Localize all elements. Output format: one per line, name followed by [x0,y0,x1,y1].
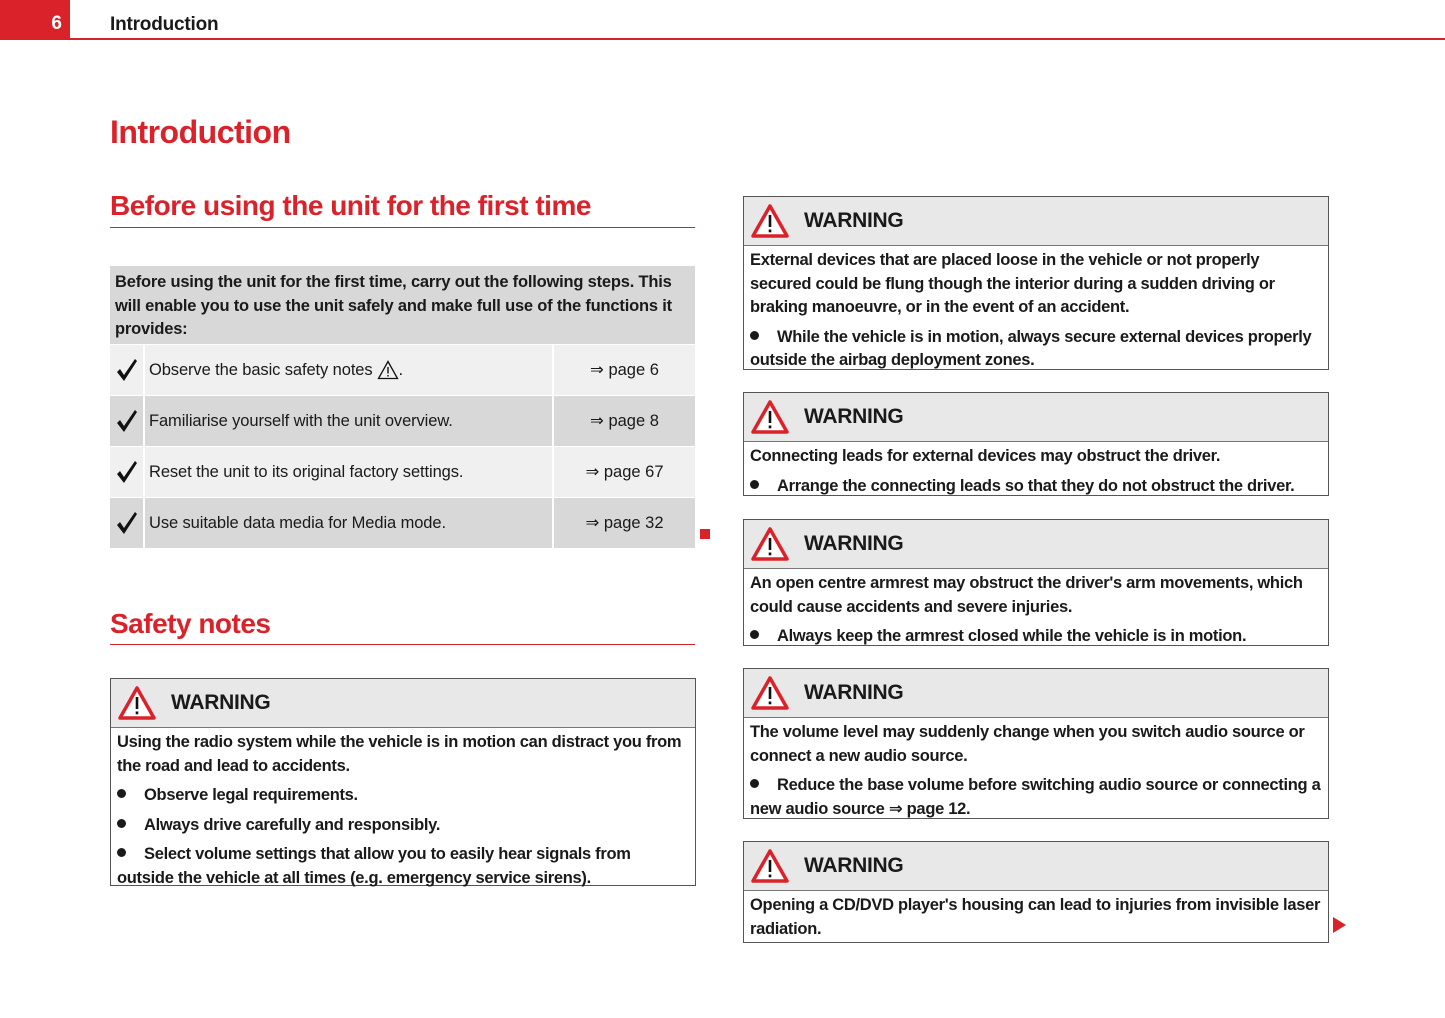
first-time-checklist [110,266,695,548]
warning-title: WARNING [804,532,904,555]
warning-body [111,728,695,894]
warning-header [744,197,1328,246]
warning-triangle-icon [750,399,790,435]
section-heading-first-time: Before using the unit for the first time [110,190,591,221]
checklist-text: Familiarise yourself with the unit overview. [145,396,554,446]
warning-header [744,520,1328,569]
warning-header [744,393,1328,442]
end-of-section-marker [700,529,710,539]
page-reference-link[interactable]: ⇒ page 32 [585,514,664,532]
checklist-intro: Before using the unit for the first time, carry out the following steps. This will enable you to use the unit safely and make full use of the functions it provides: [110,266,695,344]
section-rule [110,227,695,228]
checklist-row [110,446,695,497]
bullet-icon [750,625,777,649]
bullet-icon [117,814,144,838]
checklist-row [110,395,695,446]
page-reference-link[interactable]: ⇒ page 67 [585,463,664,481]
warning-title: WARNING [171,691,271,714]
bullet-icon [117,843,144,867]
warning-triangle-icon [377,360,399,380]
warning-body [744,569,1328,653]
warning-bullet: Observe legal requirements. [117,784,689,808]
warning-body [744,718,1328,825]
warning-box [110,678,696,886]
page-title: Introduction [110,114,291,150]
warning-box [743,668,1329,819]
warning-title: WARNING [804,209,904,232]
header-rule [70,38,1445,40]
page-reference-link[interactable]: ⇒ page 6 [590,361,659,379]
warning-box [743,519,1329,646]
warning-box [743,841,1329,943]
warning-text: Using the radio system while the vehicle is in motion can distract you from the road and lead to accidents. [117,733,682,775]
warning-bullet: Always drive carefully and responsibly. [117,814,689,838]
warning-bullet: While the vehicle is in motion, always secure external devices properly outside the airbag deployment zones. [750,327,1312,369]
warning-text: The volume level may suddenly change when you switch audio source or connect a new audio source. [750,723,1305,765]
section-heading-safety: Safety notes [110,608,271,639]
checkmark-icon [110,396,145,446]
page-number-tab [0,0,70,40]
warning-body [744,442,1328,502]
warning-header [111,679,695,728]
warning-title: WARNING [804,854,904,877]
checklist-text: Reset the unit to its original factory settings. [145,447,554,497]
bullet-icon [117,784,144,808]
warning-text: An open centre armrest may obstruct the driver's arm movements, which could cause accidents and severe injuries. [750,574,1303,616]
page-number: 6 [51,13,62,34]
warning-title: WARNING [804,681,904,704]
checklist-text: Observe the basic safety notes [149,360,373,379]
warning-text: External devices that are placed loose in the vehicle or not properly secured could be flung though the interior during a sudden driving or braking manoeuvre, or in the event of an accident. [750,251,1275,316]
checkmark-icon [110,498,145,548]
warning-title: WARNING [804,405,904,428]
running-header: Introduction [110,14,219,35]
checklist-text: Use suitable data media for Media mode. [145,498,554,548]
warning-triangle-icon [750,848,790,884]
warning-header [744,669,1328,718]
checkmark-icon [110,345,145,395]
warning-triangle-icon [750,203,790,239]
warning-bullet: Reduce the base volume before switching audio source or connecting a new audio source ⇒ page 12. [750,776,1321,818]
bullet-icon [750,326,777,350]
warning-text: Opening a CD/DVD player's housing can lead to injuries from invisible laser radiation. [750,896,1321,938]
warning-body [744,891,1328,945]
section-rule [110,644,695,645]
checklist-row: Observe the basic safety notes . ⇒ page 6 [110,344,695,395]
bullet-icon [750,475,777,499]
continued-arrow-icon [1333,917,1346,933]
checklist-row [110,497,695,548]
warning-bullet: Always keep the armrest closed while the vehicle is in motion. [750,625,1322,649]
warning-triangle-icon [117,685,157,721]
page-reference-link[interactable]: ⇒ page 8 [590,412,659,430]
warning-triangle-icon [750,675,790,711]
warning-triangle-icon [750,526,790,562]
checkmark-icon [110,447,145,497]
warning-box [743,196,1329,370]
warning-body [744,246,1328,377]
bullet-icon [750,774,777,798]
warning-header [744,842,1328,891]
warning-bullet: Arrange the connecting leads so that they do not obstruct the driver. [750,475,1322,499]
warning-text: Connecting leads for external devices may obstruct the driver. [750,447,1221,465]
warning-box [743,392,1329,496]
warning-bullet: Select volume settings that allow you to easily hear signals from outside the vehicle at all times (e.g. emergency service sirens). [117,845,631,887]
